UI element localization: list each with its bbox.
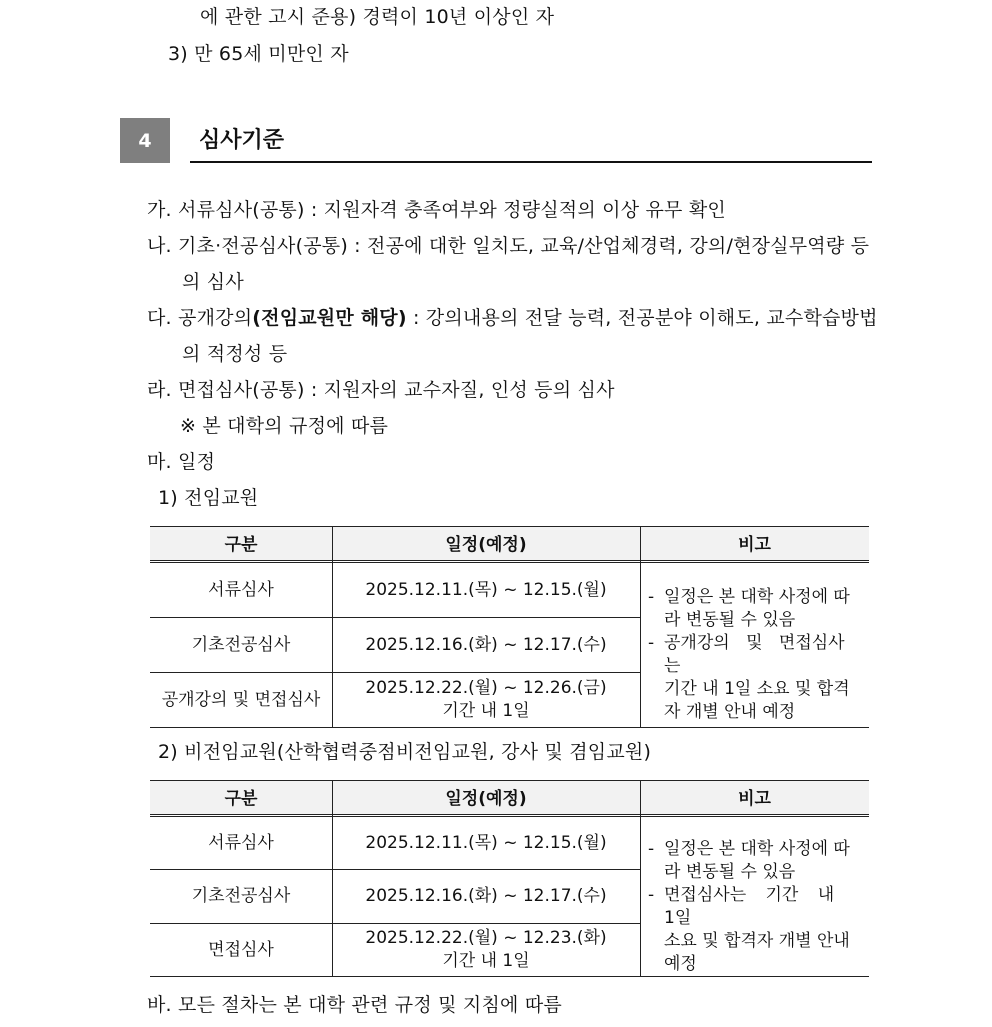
criteria-ba: 바. 모든 절차는 본 대학 관련 규정 및 지침에 따름 (147, 994, 562, 1016)
note-1-line-2: 라 변동될 수 있음 (664, 862, 796, 882)
section-title: 심사기준 (199, 128, 285, 153)
note-bullet-dash: - (648, 839, 655, 859)
intro-line-2: 3) 만 65세 미만인 자 (168, 43, 349, 65)
col-header-stage: 구분 (224, 535, 258, 555)
col-header-date: 일정(예정) (445, 535, 527, 555)
remark-notes (648, 586, 860, 724)
table-row-2-stage: 기초전공심사 (191, 886, 291, 906)
table-row-3-date-line2: 기간 내 1일 (442, 701, 530, 721)
criteria-ga: 가. 서류심사(공통) : 지원자격 충족여부와 정량실적의 이상 유무 확인 (147, 199, 726, 221)
note-2-line-2: 기간 내 1일 소요 및 합격 (664, 679, 850, 699)
remark-note-2 (648, 632, 860, 724)
table-row-2-date: 2025.12.16.(화) ~ 12.17.(수) (365, 634, 607, 655)
note-1-line-1: 일정은 본 대학 사정에 따 (664, 587, 850, 607)
note-bullet-dash: - (648, 633, 655, 653)
criteria-da-line1 (147, 306, 878, 330)
table-row-3-date (332, 924, 640, 976)
remark-note-1 (648, 838, 860, 884)
table-row-1-date: 2025.12.11.(목) ~ 12.15.(월) (365, 579, 607, 600)
table-row-3-date-line1: 2025.12.22.(월) ~ 12.26.(금) (365, 678, 607, 698)
note-2-line-1: 면접심사는 기간 내 1일 (664, 885, 835, 928)
table-bottom-rule (150, 727, 869, 728)
table-row-3-stage: 면접심사 (208, 939, 274, 960)
col-header-date: 일정(예정) (445, 789, 527, 809)
table-row-3-date-line1: 2025.12.22.(월) ~ 12.23.(화) (365, 928, 607, 948)
criteria-na-text: 나. 기초·전공심사(공통) : 전공에 대한 일치도, 교육/산업체경력, 강의/현장실무역량 등 (147, 235, 870, 257)
criteria-da-bold: (전임교원만 해당) (252, 307, 407, 329)
note-2-line-3: 자 개별 안내 예정 (664, 702, 796, 722)
table-row-1-stage: 서류심사 (208, 832, 274, 853)
criteria-ma: 마. 일정 (147, 451, 216, 473)
section-title-rule (190, 161, 872, 163)
remark-notes (648, 838, 860, 976)
criteria-ra: 라. 면접심사(공통) : 지원자의 교수자질, 인성 등의 심사 (147, 379, 615, 401)
criteria-da-prefix: 다. 공개강의 (147, 307, 253, 329)
col-divider (640, 780, 641, 977)
col-header-stage: 구분 (224, 789, 258, 809)
table-row-3-stage: 공개강의 및 면접심사 (161, 689, 321, 710)
schedule-parttime-heading: 2) 비전임교원(산학협력중점비전임교원, 강사 및 겸임교원) (158, 741, 652, 763)
table-bottom-rule (150, 976, 869, 977)
table-row-1-date: 2025.12.11.(목) ~ 12.15.(월) (365, 832, 607, 853)
col-header-remark: 비고 (738, 789, 771, 809)
note-2-line-2: 소요 및 합격자 개별 안내 (664, 931, 850, 951)
criteria-da-line2: 의 적정성 등 (182, 343, 288, 365)
table-row-2-date: 2025.12.16.(화) ~ 12.17.(수) (365, 886, 607, 906)
schedule-parttime-table (150, 780, 869, 978)
col-divider (640, 526, 641, 728)
intro-line-1: 에 관한 고시 준용) 경력이 10년 이상인 자 (200, 6, 555, 28)
note-2-line-3: 예정 (664, 954, 697, 974)
note-1-line-2: 라 변동될 수 있음 (664, 610, 796, 630)
note-bullet-dash: - (648, 885, 655, 905)
note-2-line-1: 공개강의 및 면접심사는 (664, 633, 845, 676)
table-row-3-date (332, 673, 640, 727)
table-row-1-stage: 서류심사 (208, 579, 274, 600)
criteria-na-line2: 의 심사 (182, 271, 244, 293)
schedule-fulltime-table (150, 526, 869, 728)
note-bullet-dash: - (648, 587, 655, 607)
remark-note-1 (648, 586, 860, 632)
schedule-fulltime-heading: 1) 전임교원 (158, 487, 259, 509)
table-row-3-date-line2: 기간 내 1일 (442, 951, 530, 971)
table-row-2-stage: 기초전공심사 (191, 634, 291, 655)
col-header-remark: 비고 (738, 535, 771, 555)
criteria-ra-note: ※ 본 대학의 규정에 따름 (180, 415, 389, 437)
remark-note-2 (648, 884, 860, 976)
note-1-line-1: 일정은 본 대학 사정에 따 (664, 839, 850, 859)
criteria-da-rest: : 강의내용의 전달 능력, 전공분야 이해도, 교수학습방법 (406, 307, 878, 329)
criteria-na-line1 (147, 234, 873, 258)
section-number-box: 4 (120, 118, 170, 163)
